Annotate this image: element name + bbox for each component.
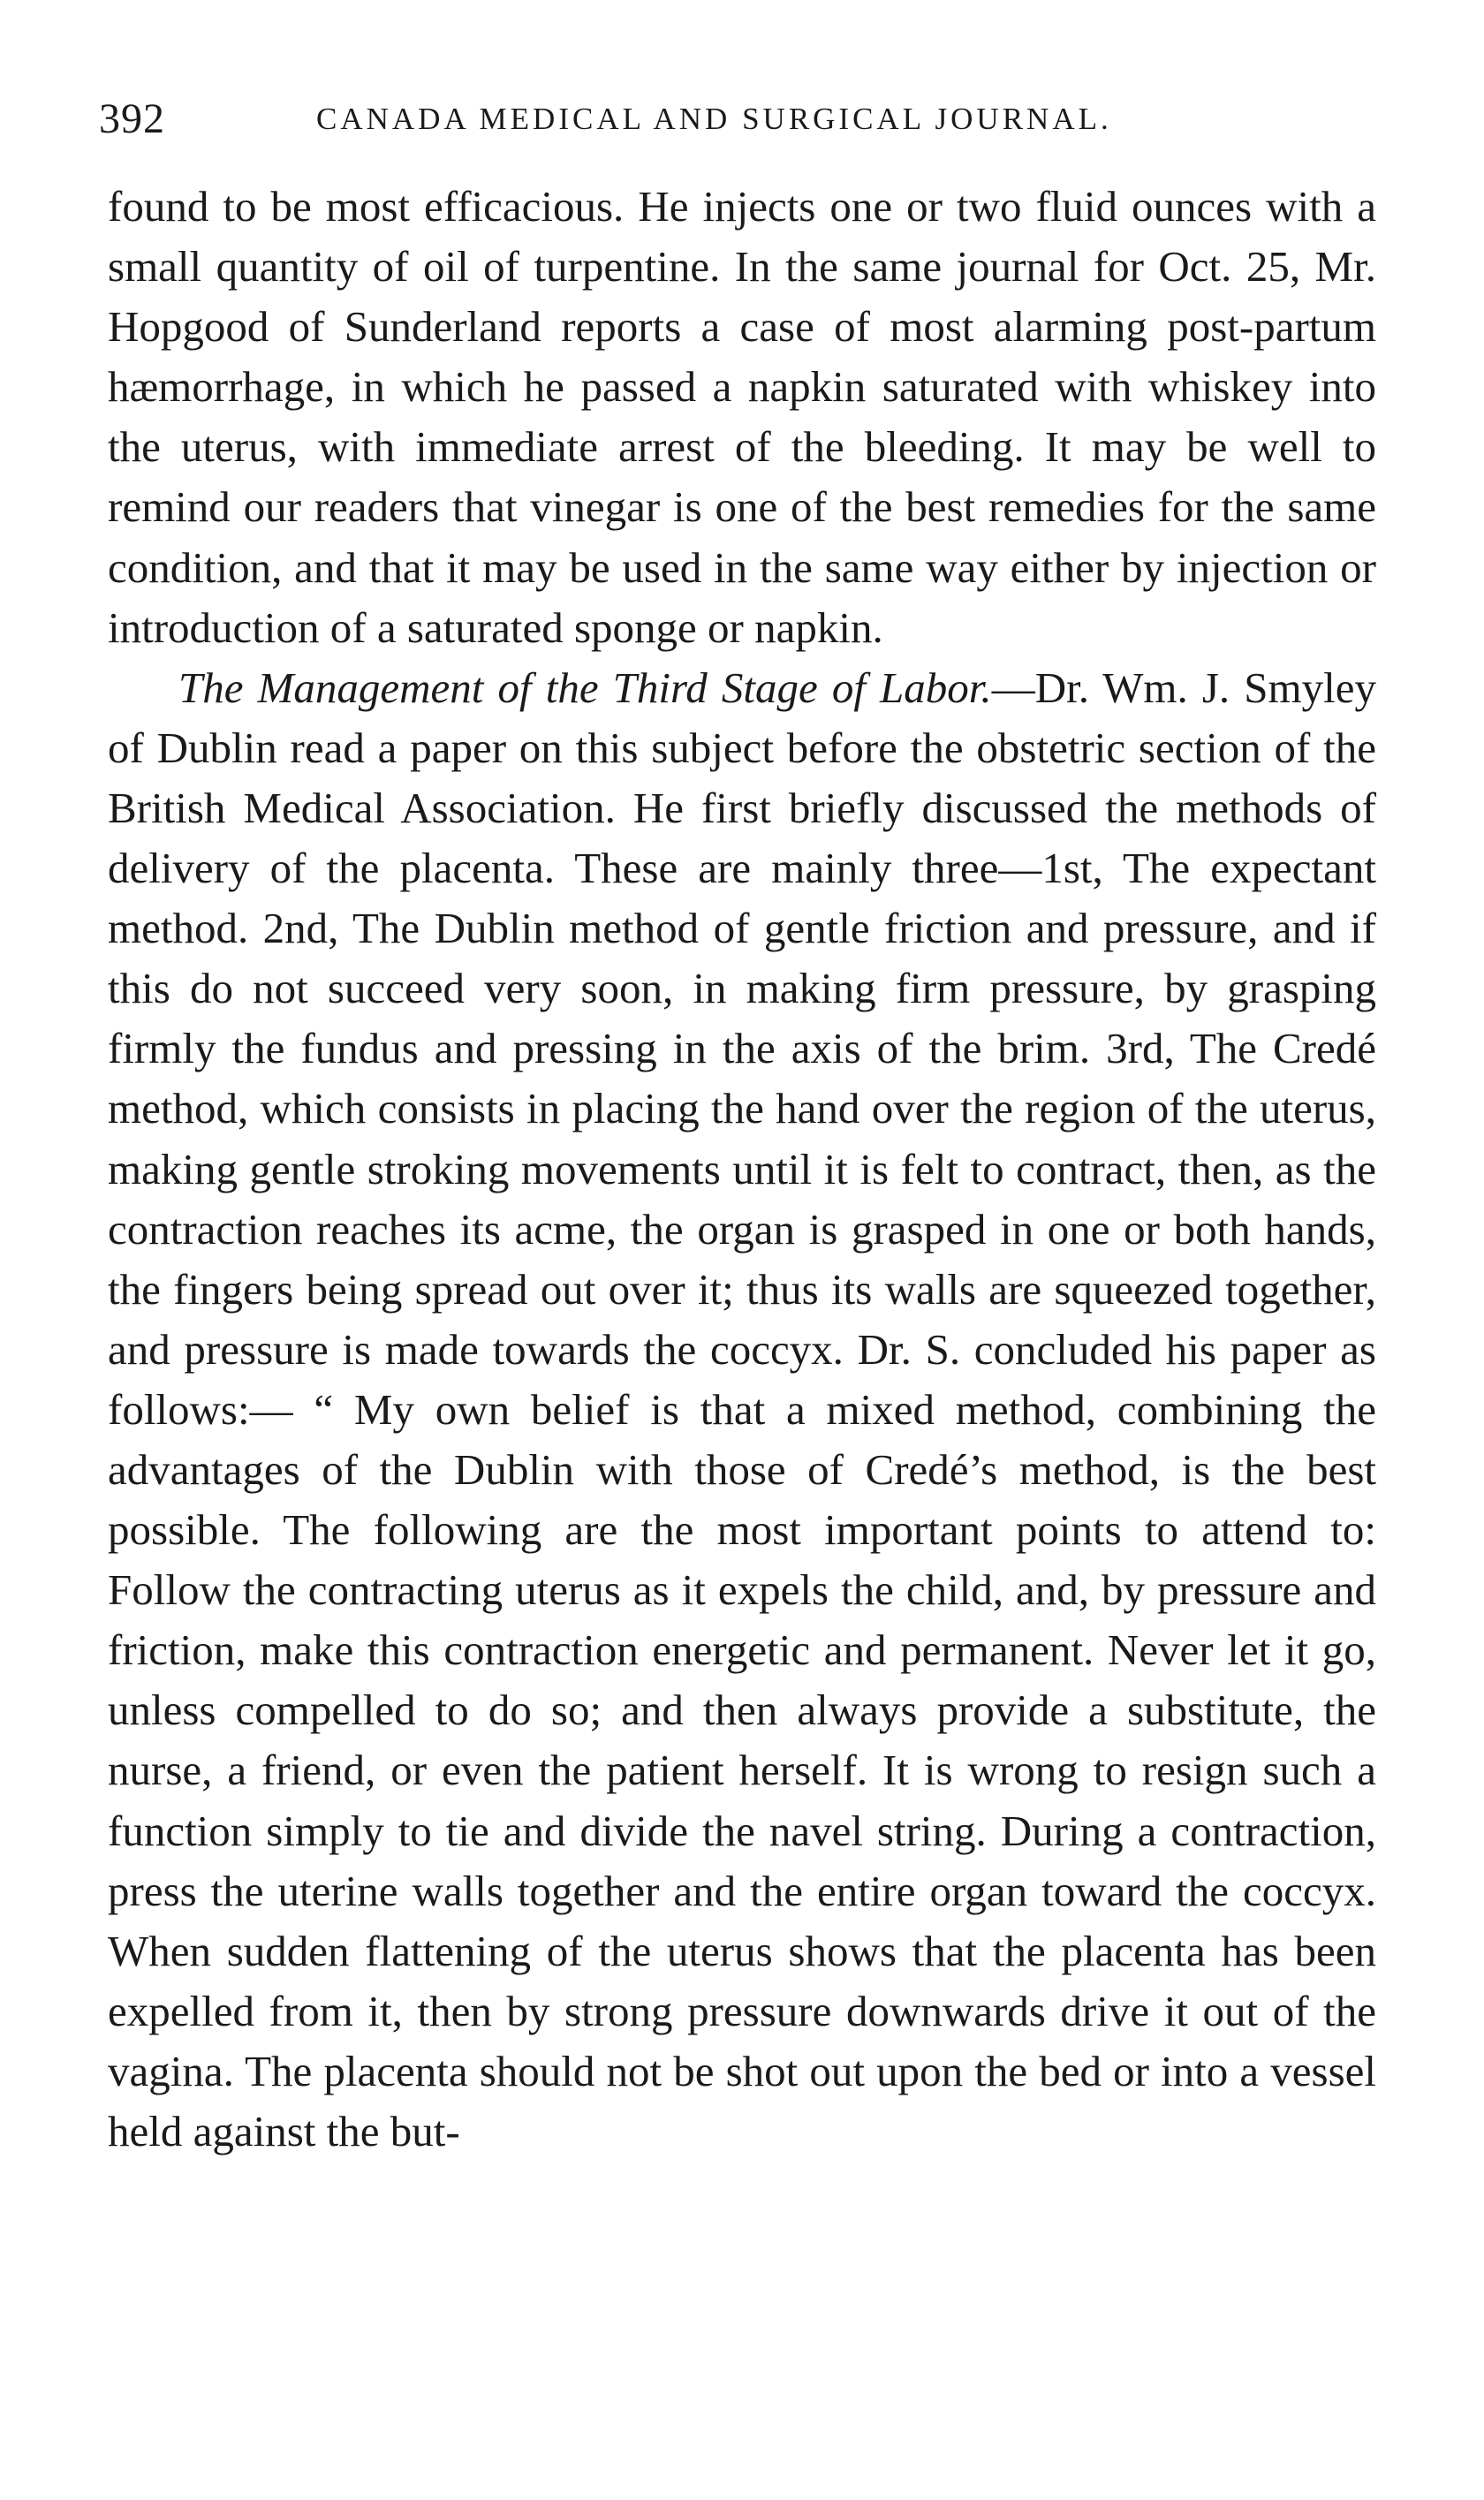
section-heading: The Management of the Third Stage of Labor. xyxy=(178,663,992,712)
paragraph-1: found to be most efficacious. He injects one or two fluid ounces with a small quantity of oil of turpentine. In the same journal for Oct. 25, Mr. Hopgood of Sunderland reports a case of most alarming post-partum hæmorrhage, in which he passed a napkin saturated with whiskey into the uterus, with immediate arrest of the bleeding. It may be well to remind our readers that vinegar is one of the best remedies for the same condition, and that it may be used in the same way either by injection or introduction of a saturated sponge or napkin. xyxy=(108,182,1376,652)
paragraph-2-text: —Dr. Wm. J. Smyley of Dublin read a paper on this subject before the obstetric section of the British Medical Association. He first briefly discussed the methods of delivery of the placenta. These are mainly three—1st, The expectant method. 2nd, The Dublin method of gentle friction and pressure, and if this do not succeed very soon, in making firm pressure, by grasping firmly the fundus and pressing in the axis of the brim. 3rd, The Credé method, which consists in placing the hand over the region of the uterus, making gentle stroking movements until it is felt to contract, then, as the contraction reaches its acme, the organ is grasped in one or both hands, the fingers being spread out over it; thus its walls are squeezed together, and pressure is made towards the coccyx. Dr. S. concluded his paper as follows:— “ My own belief is that a mixed method, combining the advantages of the Dublin with those of Credé’s method, is the best possible. The following are the most important points to attend to: Follow the contracting uterus as it expels the child, and, by pressure and friction, make this contraction energetic and permanent. Never let it go, unless compelled to do so; and then always provide a substitute, the nurse, a friend, or even the patient herself. It is wrong to resign such a function simply to tie and divide the navel string. During a contraction, press the uterine walls together and the entire organ toward the coccyx. When sudden flattening of the uterus shows that the placenta has been expelled from it, then by strong pressure downwards drive it out of the vagina. The placenta should not be shot out upon the bed or into a vessel held against the but- xyxy=(108,663,1376,2155)
page-header xyxy=(99,88,1397,150)
paragraph-2 xyxy=(108,658,1376,2162)
page-number: 392 xyxy=(99,95,165,142)
running-head: CANADA MEDICAL AND SURGICAL JOURNAL. xyxy=(316,102,1112,136)
body-text xyxy=(108,177,1376,2162)
